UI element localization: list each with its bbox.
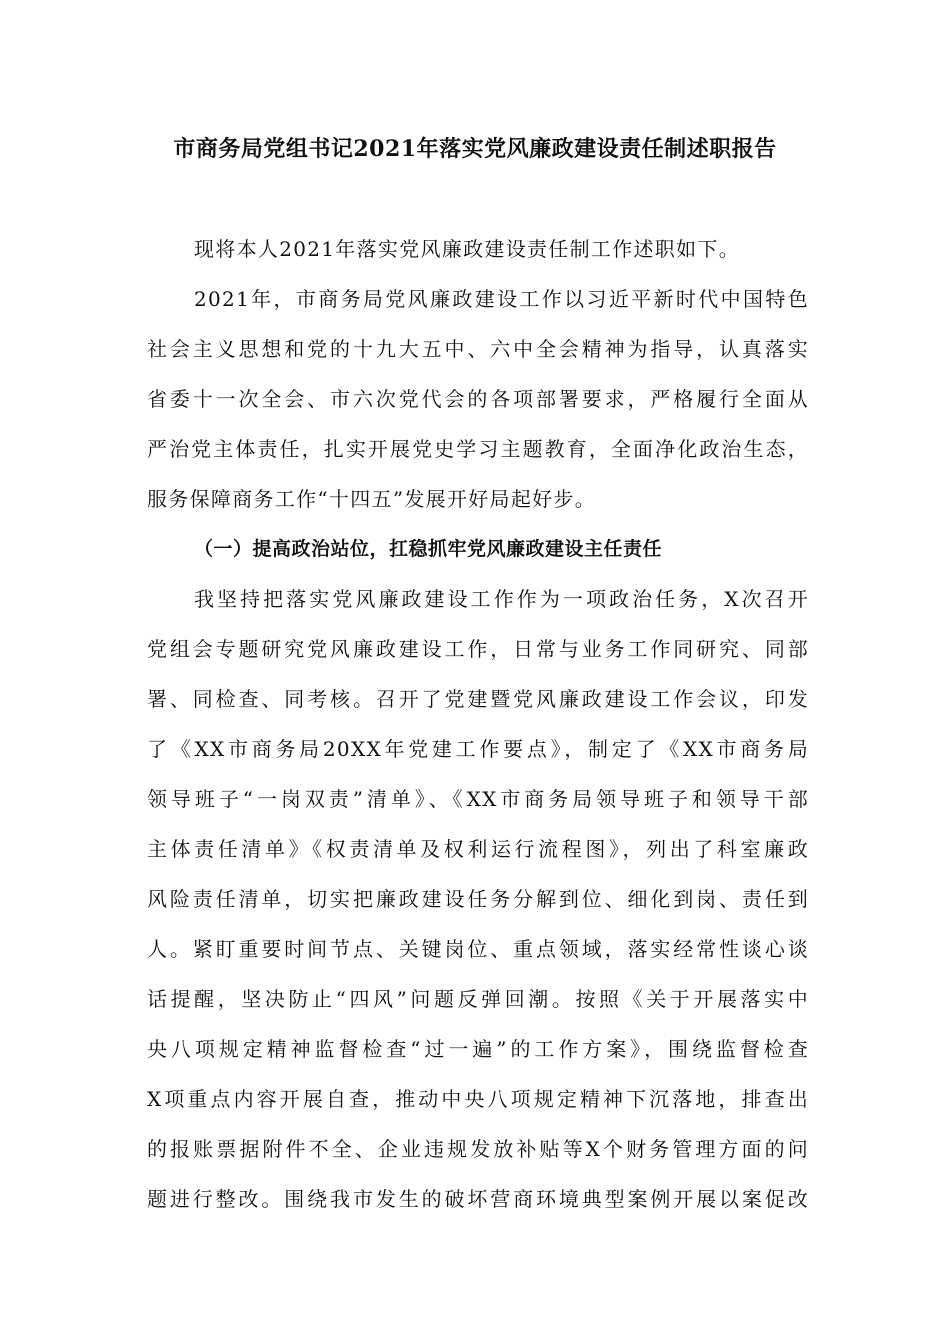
paragraph2-line-2: 党组会专题研究党风廉政建设工作，日常与业务工作同研究、同部 xyxy=(147,637,809,661)
document-title: 市商务局党组书记2021年落实党风廉政建设责任制述职报告 xyxy=(173,136,777,162)
paragraph2-line-5: 领导班子“一岗双责”清单》、《XX市商务局领导班子和领导干部 xyxy=(147,787,809,811)
paragraph2-line-10: 央八项规定精神监督检查“过一遍”的工作方案》，围绕监督检查 xyxy=(147,1037,809,1061)
paragraph2-line-12: 的报账票据附件不全、企业违规发放补贴等X个财务管理方面的问 xyxy=(147,1137,809,1161)
paragraph2-line-13: 题进行整改。围绕我市发生的破坏营商环境典型案例开展以案促改 xyxy=(147,1187,809,1211)
paragraph2-line-3: 署、同检查、同考核。召开了党建暨党风廉政建设工作会议，印发 xyxy=(147,687,809,711)
paragraph1-line-3: 省委十一次全会、市六次党代会的各项部署要求，严格履行全面从 xyxy=(147,387,809,411)
paragraph2-line-4: 了《XX市商务局20XX年党建工作要点》，制定了《XX市商务局 xyxy=(147,737,809,761)
intro-line: 现将本人2021年落实党风廉政建设责任制工作述职如下。 xyxy=(194,237,740,261)
paragraph1-line-4: 严治党主体责任，扎实开展党史学习主题教育，全面净化政治生态， xyxy=(147,437,809,461)
paragraph2-line-8: 人。紧盯重要时间节点、关键岗位、重点领域，落实经常性谈心谈 xyxy=(147,937,809,961)
paragraph2-line-7: 风险责任清单，切实把廉政建设任务分解到位、细化到岗、责任到 xyxy=(147,887,809,911)
paragraph2-line-6: 主体责任清单》《权责清单及权利运行流程图》，列出了科室廉政 xyxy=(147,837,809,861)
paragraph2-line-9: 话提醒，坚决防止“四风”问题反弹回潮。按照《关于开展落实中 xyxy=(147,987,809,1011)
section-heading: （一）提高政治站位，扛稳抓牢党风廉政建设主任责任 xyxy=(194,538,663,560)
paragraph2-line-1: 我坚持把落实党风廉政建设工作作为一项政治任务，X次召开 xyxy=(194,587,809,611)
paragraph2-line-11: X项重点内容开展自查，推动中央八项规定精神下沉落地，排查出 xyxy=(147,1087,809,1111)
paragraph1-line-5: 服务保障商务工作“十四五”发展开好局起好步。 xyxy=(147,487,597,511)
paragraph1-line-1: 2021年，市商务局党风廉政建设工作以习近平新时代中国特色 xyxy=(194,287,809,311)
paragraph1-line-2: 社会主义思想和党的十九大五中、六中全会精神为指导，认真落实 xyxy=(147,337,809,361)
